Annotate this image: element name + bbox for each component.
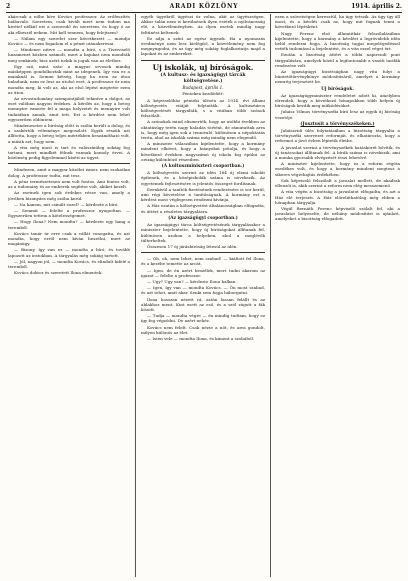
paragraph: Az igazságügyi tárca költségvetésének tárgyalásakor a miniszter bejelentette, hogy új bíróságokat állítanak fel, különösen azokon a helyeken, ahol a meglévők túlterheltek.: [141, 222, 265, 243]
paragraph: A javaslat szerint a törvényszékek hatáskörét bővítik, és új tanácsokat állítanak fel. A bírák száma is növekszik, ami a munka gyorsabb elvégzését teszi lehetővé.: [275, 144, 400, 161]
paragraph: Az esetnek igen sok érdekes része van, amely a jövőben bizonyára még szóba kerül.: [8, 190, 130, 201]
paragraph: Kovács tanár úr erre csak a vállát vonogatta, és azt mondta, hogy erről nem kíván beszélni, mert az magánügy.: [8, 230, 130, 247]
paragraph: — Jól, nagyon jól, — mondta Kovács, és elindult kifelé a teremből.: [8, 258, 130, 269]
paragraph: A pénz természetesen nem volt fontos. Ami fontos volt, az a tudomány és az emberek segítése volt, akiket kezelt.: [8, 178, 130, 190]
paragraph: Végül Bernáth Ferenc képviselő szólalt fel, aki a javaslatot helyeselte, de néhány módosítást is ajánlott, amelyeket a bizottság elfogadott.: [275, 205, 400, 222]
paragraph: Kovács doktor és szeretett Ilona elmentek.: [14, 270, 103, 276]
paragraph: — Hogy Ilona? Nem mondta? — kérdezte egy hang a teremből.: [8, 219, 130, 230]
section-heading: (Az igazságügyi csoportban.): [168, 215, 238, 221]
paragraph: A miniszter kijelentette, hogy ez a reform régóta esedékes volt, és hogy a kormány mindent megtesz a sikeres végrehajtás érdekében.: [275, 161, 400, 177]
paragraph: — Nálam egy szerelet szer következett — mondja Kovács — és nem fogadom el a pénzt utánakeresni.: [8, 35, 130, 47]
paragraph: — Mindenre nézve — mondta a bíró, s a Tisztviselő hazamenet közben számolt, mert a bajukat nem mondták meg senkinek; hisz azért nekik is joguk van az élethez.: [8, 47, 130, 63]
column-3: [275, 14, 400, 577]
paragraph: Ezután a bizottság áttért a többi napirendi pont tárgyalására, amelyek közül a legfontosabb a vasúti tarifák rendezése volt.: [275, 52, 400, 68]
paragraph: — Isten vele — mondta Ilona, és kiment a szobából.: [147, 335, 255, 341]
section-rule: [8, 163, 130, 164]
article-title: Uj iskolák, uj bíróságok.: [152, 62, 254, 72]
section-rule: [141, 60, 265, 61]
paragraph: Mindenesetre a bíróság előtt is szóba került a dolog, és a szakértők véleménye megoszlott. Egyik részük azt állította, hogy a beteg teljes mértékben beszámítható volt, a másik azt, hogy nem.: [8, 123, 130, 144]
paragraph: — Semmit — felelte a professzor nyugodtan. — Egyszerűen tettem a kötelességemet.: [8, 207, 130, 219]
section-heading: (A kultuszminiszteri csoportban.): [161, 164, 245, 170]
paragraph: A Ház ezután a költségvetést általánosságban elfogadta, és áttért a részletes tárgyalásra.: [141, 203, 265, 214]
paper-name: ARADI KÖZLÖNY: [169, 3, 239, 10]
paragraph: Egy szó, mint száz: a magyar orvosok mindig másképpen gondolkoztak mint az idegenek. Így van ez a maiaknál is. Semmi kétség, hogy ha ezen az úton haladunk, nem ez lesz az utolsó eset. A professzor úr nem mondta meg, ki volt az, aki az első lépést megtette ezen az úton.: [8, 63, 130, 95]
section-rule: [141, 252, 265, 253]
paragraph: Ezenkívül a tanítók fizetésének rendezésére is sor kerül, ami régi követelése a tanítóságnak. A kormány ezt a kérdést most véglegesen rendezni kívánja.: [141, 186, 265, 203]
paragraph: Sok képviselő felszólalt a javaslat mellett, de akadtak ellenzői is, akik szerint a reform nem elég messzemenő.: [275, 177, 400, 189]
paragraph: egyéb ügyekről ügyészi úr volna, akit az ügyészségen. Akkor talán nem is kerülnének ilyen esetek a nyilvánosság elé, a közvéleményben. Az ilyen esetek mindig nagy feltűnést keltenek.: [141, 14, 265, 35]
paragraph: Ez adja a színt az egész ügynek. Ha a nyomozás eredménye nem lesz kielégítő, a közvélemény nem fog megnyugodni, és az ügy még sokáig foglalkoztatja majd a lapokat és az embereket.: [141, 35, 265, 57]
article-subtitle: (A kultusz- és igazságügyi tárcák költségvetése.): [160, 73, 246, 84]
paragraph: Kovács nem felelt. Csak nézte a nőt, és arra gondolt, milyen különös az élet.: [141, 324, 265, 335]
paragraph: A szónokok mind elismerték, hogy az utóbbi években az oktatásügy terén nagy haladás történt, de rámutattak arra is, hogy még igen sok a tennivaló, különösen a népoktatás terén, ahol az iskolák száma még mindig nem elegendő.: [141, 119, 265, 141]
issue-date: 1914. április 2.: [351, 3, 402, 10]
masthead-rule: [6, 12, 402, 13]
paragraph: Ilona hosszan nézett rá, aztán lassan felállt és az ablakhoz ment. Kint esett az eső, és a szél zúgott a fák között.: [141, 296, 265, 312]
paragraph: Juhászvidi ülés folytatásában a bizottság tárgyalta a törvényszéki szervezet reformját, és elhatározta, hogy a reformot a jövő évben léptetik életbe.: [275, 128, 400, 144]
paragraph: — Bizony, így van ez — mondta a bíró, és tovább lapozott az iratokban. A tárgyalás még sokáig tartott.: [8, 247, 130, 258]
paragraph: ezen a szövetségen keresztül, ha úgy tetszik. Az ügy így áll most, és a kérdés csak az, hogy mit fognak tenni a következő lépésként.: [275, 14, 400, 30]
paragraph: A költségvetés szerint az idén 184 új elemi iskolát építenek, és a középiskolák száma is növekszik. Az egyetemek fejlesztésére is jelentős összeget fordítanak.: [141, 170, 265, 186]
paragraph: Az orvostudomány szempontjából tekintve a dolgot, az eset valóban nagyon érdekes. A kérdés az, hogy a beteg mennyire ismerte fel a maga helyzetét és mennyire volt tudatában annak, amit tett. Ezt a kérdést nem lehet egyszerűen eldönteni.: [8, 96, 130, 122]
section-heading: (Jusztusit a törvényszékeken.): [300, 121, 375, 127]
paragraph: — Na hanem, mit csinált ezzel? — kérdezte a bíró.: [14, 201, 119, 207]
column-divider: [135, 14, 136, 577]
section-heading: Uj bíróságok.: [321, 86, 354, 92]
article-dateline: Pénteken kezdődött:: [182, 91, 224, 97]
paragraph: A vita még most is tart és valószínűleg sokáig fog tartani, mert mindkét félnek vannak komoly érvei. A közönség pedig figyelemmel kíséri az ügyet.: [8, 144, 130, 161]
paragraph: Összesen 17 új járásbíróság létesül az idén.: [147, 243, 238, 249]
paragraph: Az igazságügyminiszter rendeletet adott ki, amelyben elrendeli, hogy a következő hónapokban több helyen új bíróságok kezdik meg működésüket.: [275, 92, 400, 109]
paragraph: A miniszter válaszában kijelentette, hogy a kormány mindent elkövet, hogy a hiányokat pótolja, és hogy a következő években nagyszámú új iskola fog épülni az ország különböző részeiben.: [141, 141, 265, 162]
paragraph: — Ugy? Ugy van? — kérdezte Ilona halkan.: [147, 278, 237, 284]
paragraph: — Igen, de én azért beszélek, mert tudni akarom az igazat — felelte a professzor.: [141, 267, 265, 278]
paragraph: — Oh, oh, nem lehet, nem szabad! — kiáltott fel Ilona, és a kezébe temette az arcát.: [141, 256, 265, 267]
paragraph: A képviselőház pénteki ülésén az 1914. évi állami költségvetés vitáját folytatták. A kultusztárca költségvetését tárgyalták, s a vitában több szónok felszólalt.: [141, 97, 265, 119]
article-byline: Budapest, április 1.: [182, 85, 224, 91]
page-number: 2: [6, 3, 11, 10]
masthead: [6, 2, 402, 12]
column-2: [141, 14, 265, 577]
column-divider: [270, 14, 271, 577]
paragraph: — Igen, így van — mondta Kovács. — Ön most szabad, és azt tehet, amit akar. Senki sem fogja háborgatni.: [141, 285, 265, 296]
paragraph: Az igazságügyi bizottságban nagy vita folyt a büntetőtörvénykönyv módosításáról, amelyet a kormány nemrég terjesztett be.: [275, 69, 400, 85]
paragraph: — Tudja — mondta végre — én mindig tudtam, hogy ez így fog végződni. De azért nehéz.: [141, 313, 265, 324]
paragraph: Mindezen, amit a magyar közélet ismer, nem szokatlan dolog. A professzor tudta, mit tesz.: [8, 167, 130, 178]
paragraph: Nagy Ferenc első államtitkár felszólalásában kijelentette, hogy a kormány a kérdést a legrövidebb időn belül rendezni fogja. A bizottság tagjai megelégedéssel vették tudomásul a bejelentést, és a vita ezzel véget ért.: [275, 30, 400, 52]
paragraph: A vita végén a bizottság a javaslatot elfogadta, és azt a Ház elé terjeszti. A Ház előreláthatólag még ebben a hónapban tárgyalja.: [275, 189, 400, 205]
paragraph: Juhász Vilmos törvényszéki bíró lesz az egyik új bíróság vezetője.: [275, 109, 400, 120]
column-1: [8, 14, 130, 577]
paragraph: akárcsak a nőbe híve Kovács professzor. Az erőfeszítés hiábavaló. Szeretem, csak kivált mert nem tudom ma kivétel nélkül ezt a szenvedő én szeretem, és hogy ő az aki elbeszél nekem. Mit kell tennem, hogy felejtsem?: [8, 14, 130, 35]
